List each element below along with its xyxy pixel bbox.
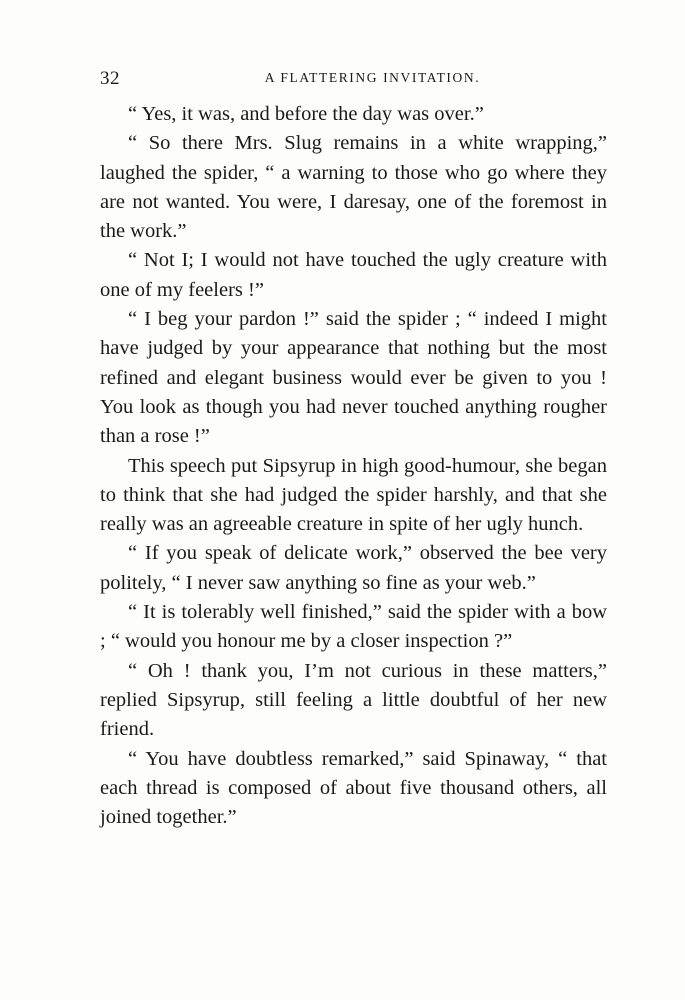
paragraph: “ Not I; I would not have touched the ugly creature with one of my feelers !” bbox=[100, 249, 607, 301]
paragraph: “ It is tolerably well finished,” said the spider with a bow ; “ would you honour me by a closer inspection ?” bbox=[100, 601, 607, 653]
paragraph: “ Yes, it was, and before the day was over.” bbox=[128, 103, 484, 125]
paragraph: “ So there Mrs. Slug remains in a white wrapping,” laughed the spider, “ a warning to those who go where they are not wanted. You were, I daresay, one of the foremost in the work.” bbox=[100, 132, 607, 243]
page-header bbox=[100, 68, 605, 90]
paragraph: “ You have doubtless remarked,” said Spinaway, “ that each thread is composed of about five thousand others, all joined together.” bbox=[100, 747, 607, 829]
paragraph: “ If you speak of delicate work,” observed the bee very politely, “ I never saw anything so fine as your web.” bbox=[100, 542, 607, 594]
paragraph: This speech put Sipsyrup in high good-humour, she began to think that she had judged the spider harshly, and that she really was an agreeable creature in spite of her ugly hunch. bbox=[100, 454, 607, 536]
running-title: A FLATTERING INVITATION. bbox=[264, 70, 481, 85]
paragraph: “ I beg your pardon !” said the spider ; “ indeed I might have judged by your appearance that nothing but the most refined and elegant business would ever be given to you ! You look as though you had never touched anything rougher than a rose !” bbox=[100, 308, 607, 448]
body-text bbox=[100, 100, 607, 832]
paragraph: “ Oh ! thank you, I’m not curious in these matters,” replied Sipsyrup, still feeling a little doubtful of her new friend. bbox=[100, 659, 607, 741]
page-number: 32 bbox=[100, 68, 120, 89]
